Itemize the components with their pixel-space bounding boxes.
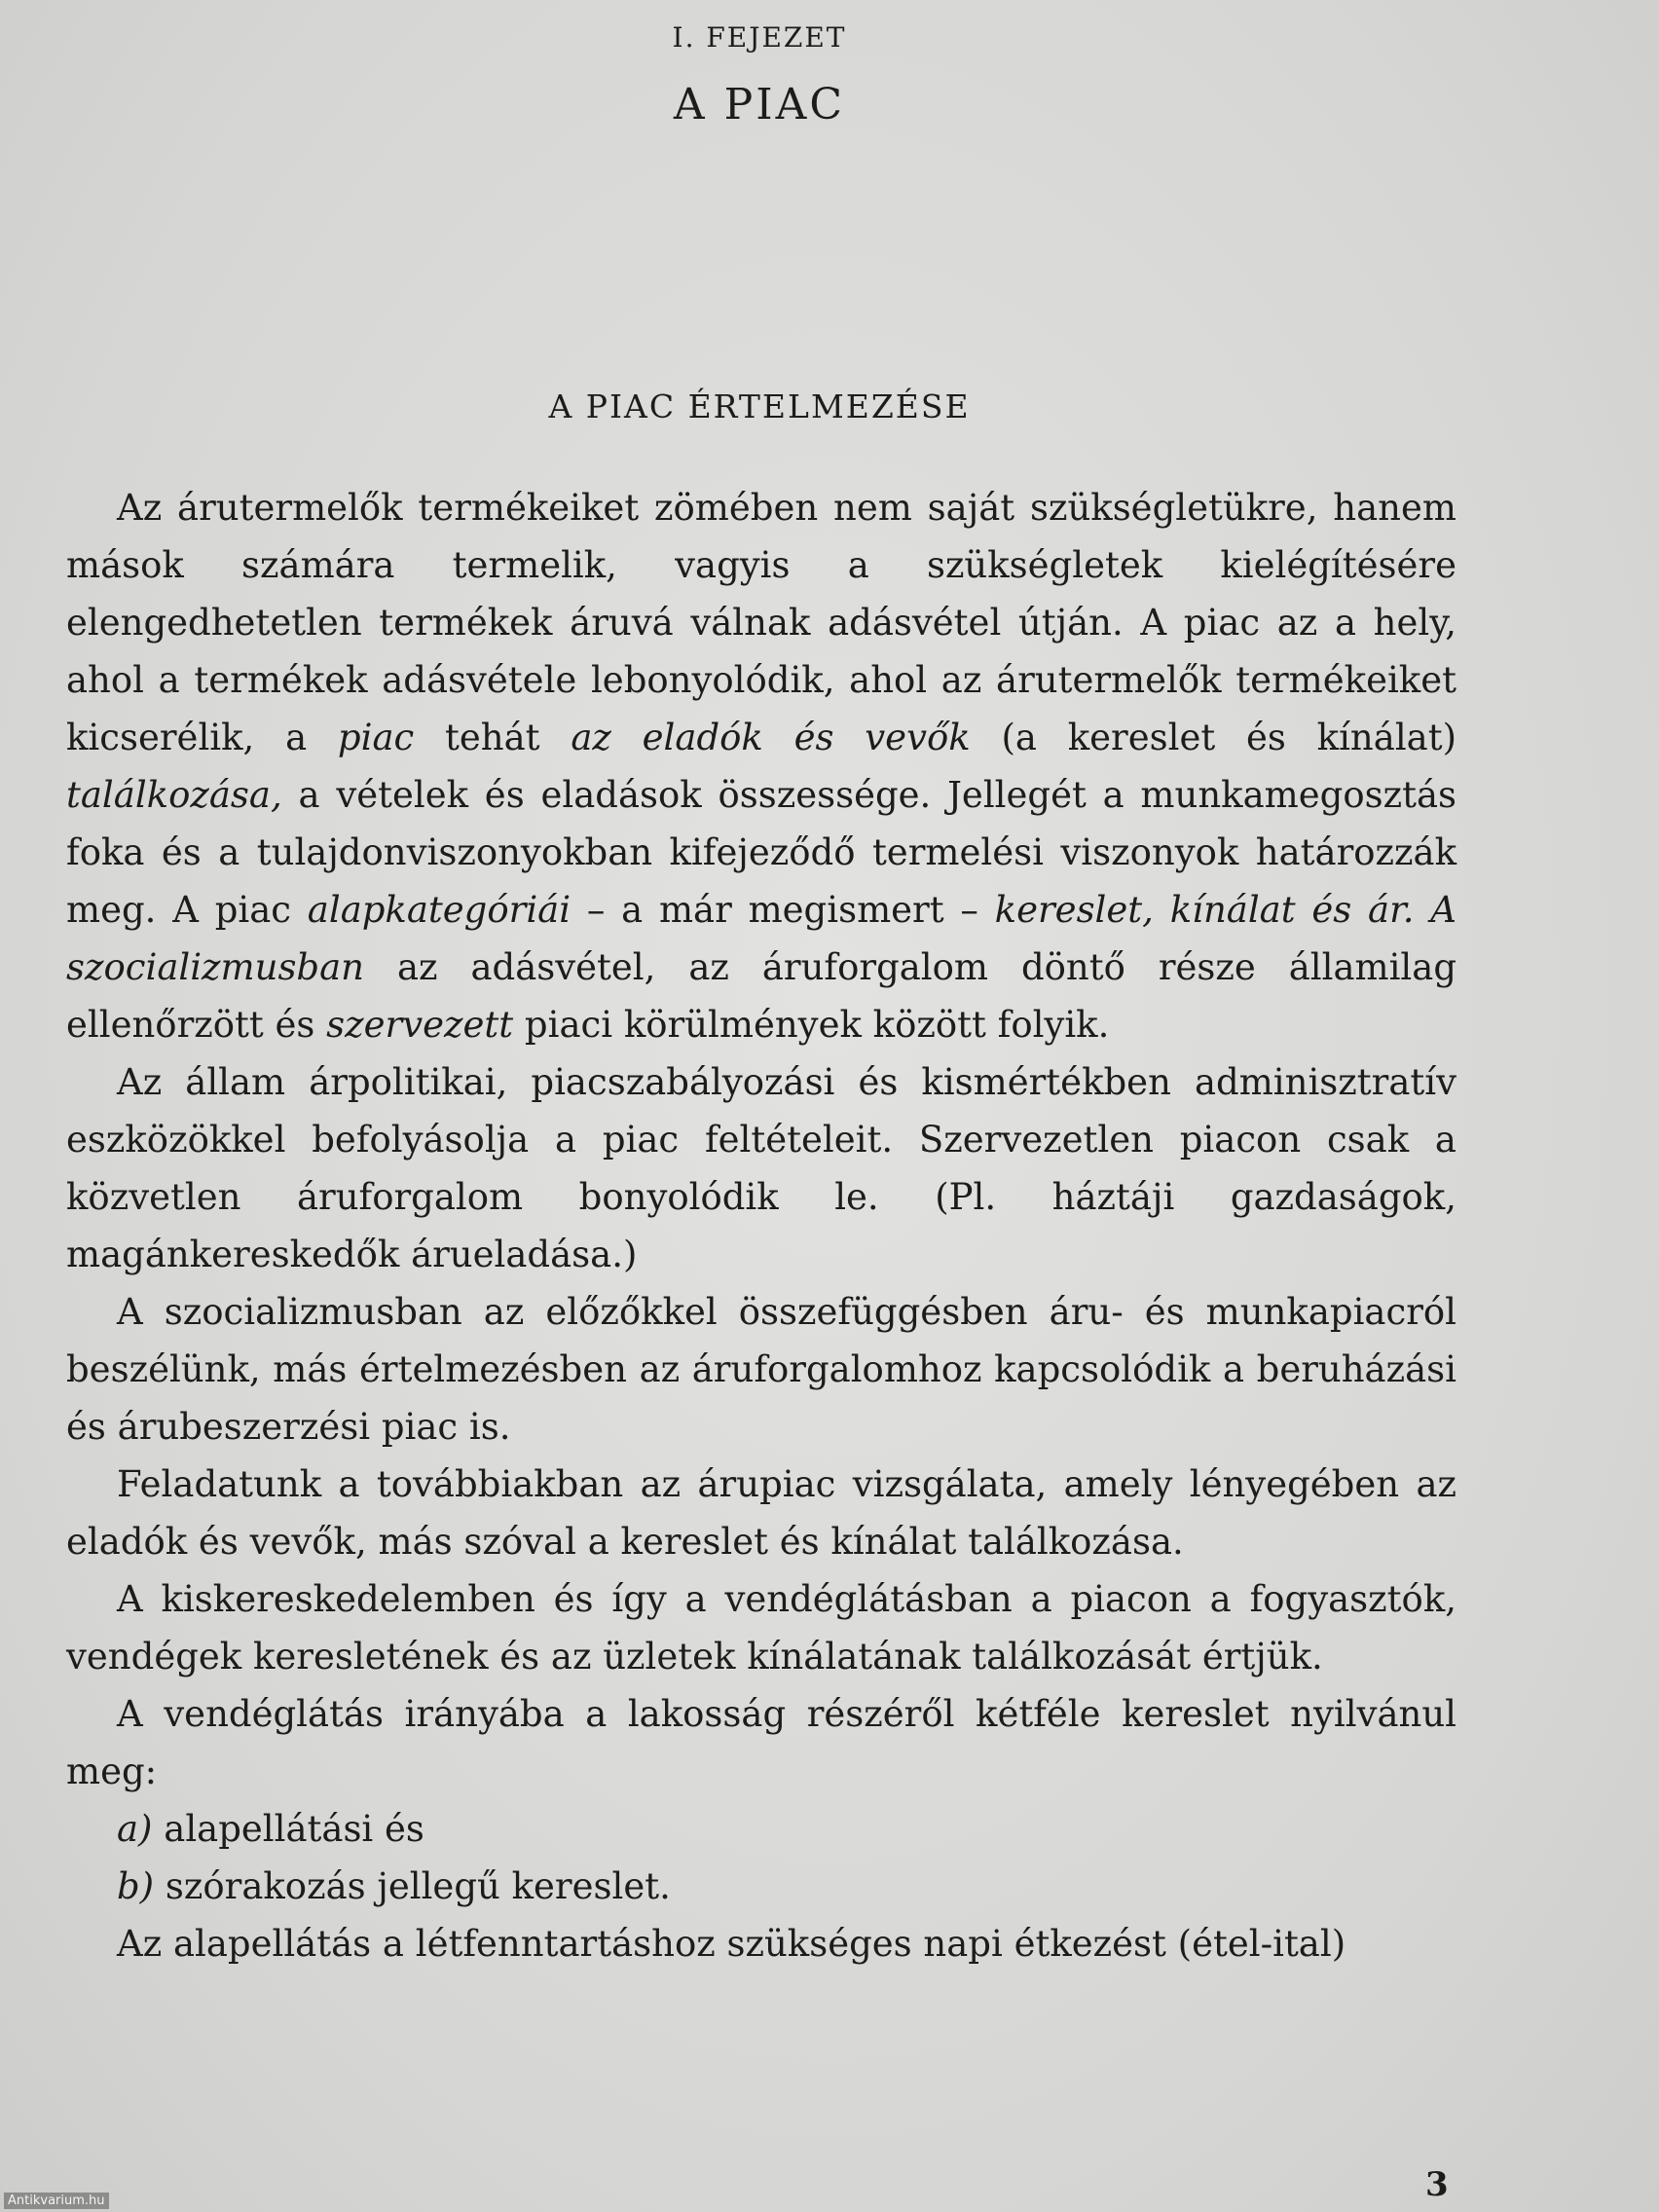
list-item-a [66,1800,1456,1858]
italic-term: kereslet, kínálat és ár. A szocializmusban [66,889,1456,988]
list-item-text: szórakozás jellegű kereslet. [154,1865,671,1907]
watermark: Antikvarium.hu [4,2193,109,2209]
list-marker: a) [117,1808,153,1850]
italic-term: az eladók és vevők [571,717,971,758]
italic-term: alapkategóriái [307,889,571,931]
list-marker: b) [117,1865,155,1907]
chapter-title: A PIAC [673,80,846,129]
paragraph-3: A szocializmusban az előzőkkel összefüggésben áru- és munkapiacról beszélünk, más értelmezésben az áruforgalomhoz kapcsolódik a beruházási és árubeszerzési piac is. [66,1291,1456,1448]
paragraph-text: – a már megismert – [571,889,995,931]
italic-term: piac [337,717,415,758]
paragraph-6: A vendéglátás irányába a lakosság részéről kétféle kereslet nyilvánul meg: [66,1693,1456,1792]
paragraph-1 [66,479,1456,1053]
paragraph-text: (a kereslet és kínálat) [970,717,1457,758]
list-item-text: alapellátási és [152,1808,424,1850]
italic-term: találkozása, [66,774,282,816]
paragraph-text: piaci körülmények között folyik. [513,1004,1110,1046]
page-number: 3 [1425,2165,1449,2204]
paragraph-text: Az árutermelők termékeiket zömében nem saját szükségletükre, hanem mások számára termelik, vagyis a szükségletek kielégítésére elengedhetetlen termékek áruvá válnak adásvétel útján. A piac az a hely, ahol a termékek adásvétele lebonyolódik, ahol az árutermelők termékeiket kicserélik, a [66,487,1456,758]
paragraph-text: az adásvétel, az áruforgalom döntő része államilag ellenőrzött és [66,946,1456,1046]
chapter-label: I. FEJEZET [672,21,847,54]
list-item-b [66,1858,1456,1915]
paragraph-7: Az alapellátás a létfenntartáshoz szükséges napi étkezést (étel-ital) [117,1923,1346,1965]
body-text [66,479,1456,1972]
paragraph-4: Feladatunk a továbbiakban az árupiac vizsgálata, amely lényegében az eladók és vevők, más szóval a kereslet és kínálat találkozása. [66,1463,1456,1563]
section-title: A PIAC ÉRTELMEZÉSE [548,387,971,425]
paragraph-2: Az állam árpolitikai, piacszabályozási és kismértékben adminisztratív eszközökkel befolyásolja a piac feltételeit. Szervezetlen piacon csak a közvetlen áruforgalom bonyolódik le. (Pl. háztáji gazdaságok, magánkereskedők árueladása.) [66,1061,1456,1275]
paragraph-5: A kiskereskedelemben és így a vendéglátásban a piacon a fogyasztók, vendégek keresletének és az üzletek kínálatának találkozását értjük. [66,1578,1456,1677]
italic-term: szervezett [326,1004,514,1046]
paragraph-text: a vételek és eladások összessége. Jellegét a munkamegosztás foka és a tulajdonviszonyokban kifejeződő termelési viszonyok határozzák meg. A piac [66,774,1456,931]
paragraph-text: tehát [414,717,571,758]
